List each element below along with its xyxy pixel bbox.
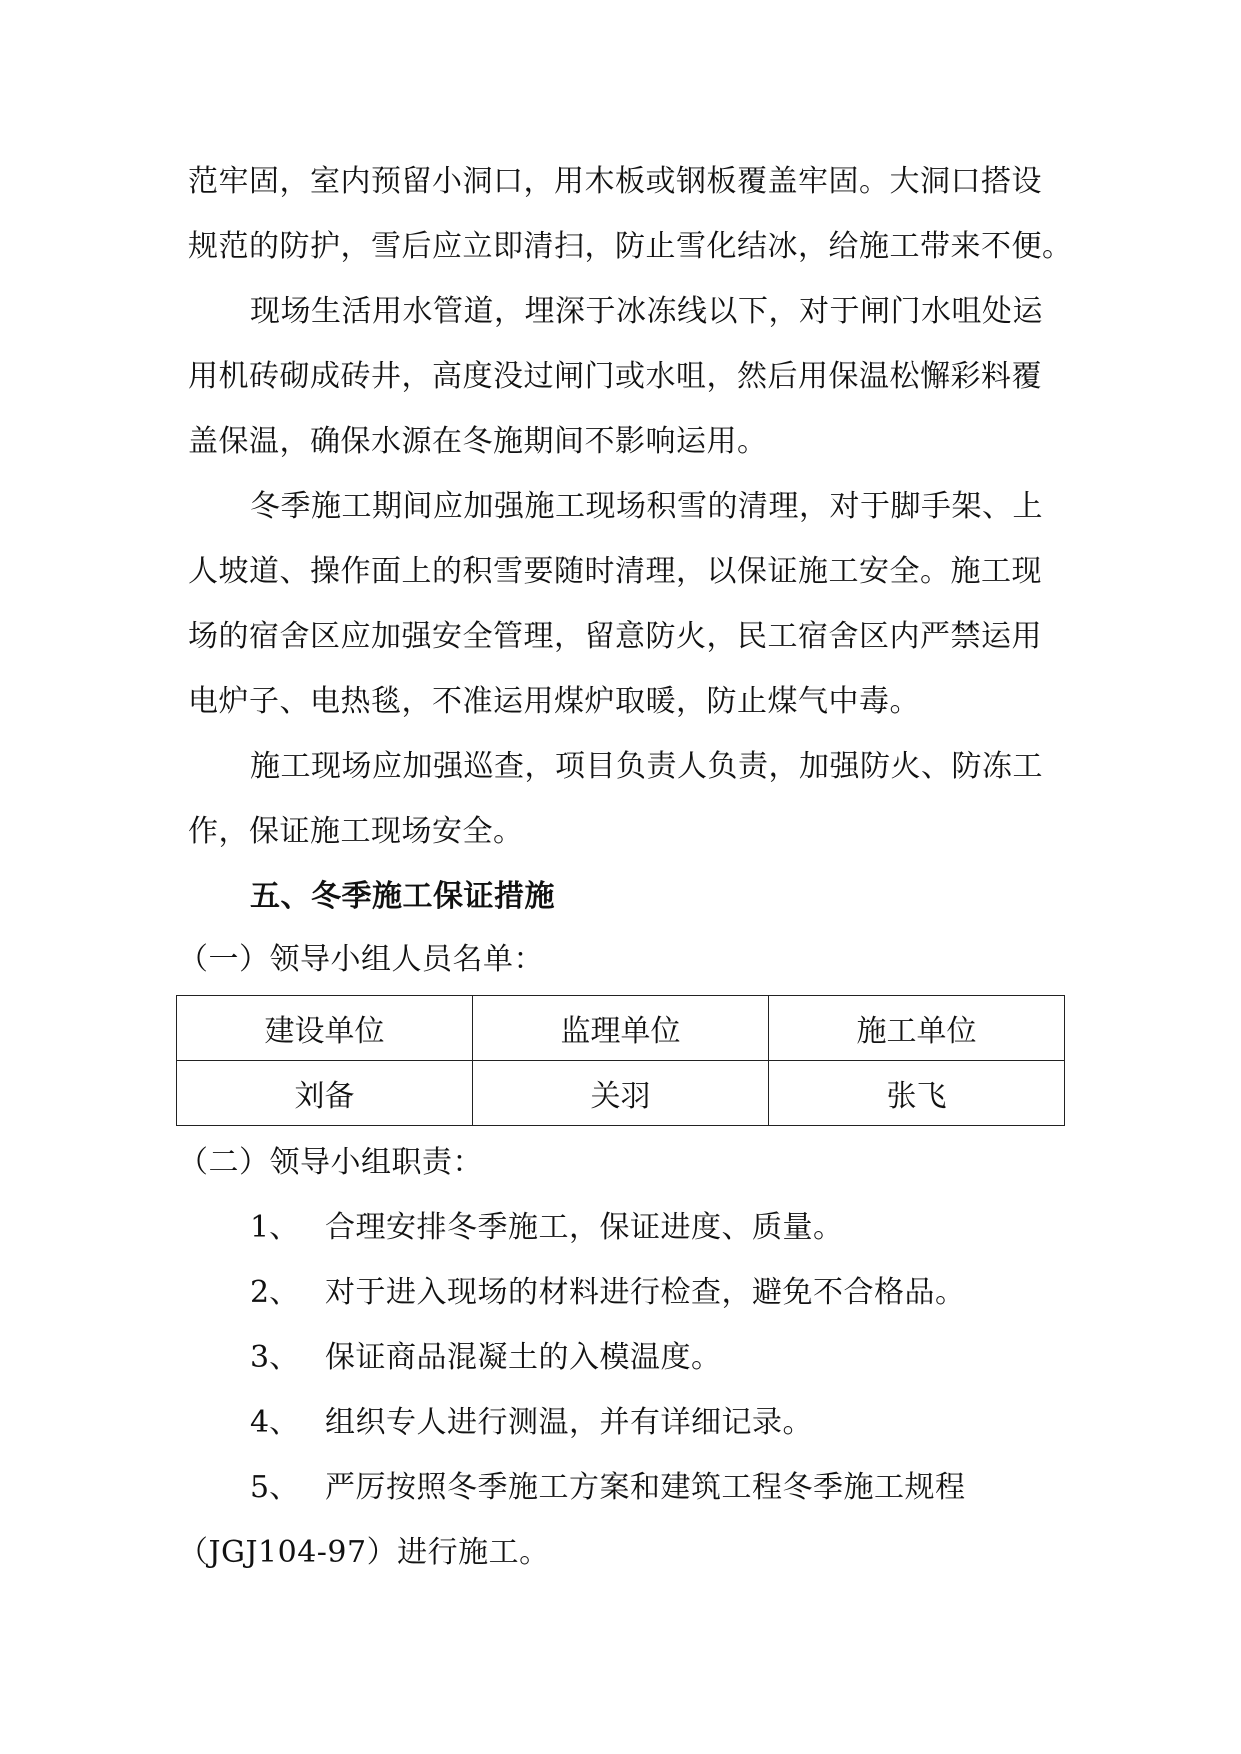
paragraph-line: 冬季施工期间应加强施工现场积雪的清理，对于脚手架、上	[250, 489, 1043, 524]
list-item-number: 3、	[250, 1340, 300, 1375]
list-item-continuation: （JGJ104-97）进行施工。	[178, 1535, 550, 1570]
list-item-number: 5、	[250, 1470, 300, 1505]
list-item: 合理安排冬季施工，保证进度、质量。	[325, 1210, 844, 1245]
paragraph-line: 规范的防护，雪后应立即清扫，防止雪化结冰，给施工带来不便。	[188, 229, 1073, 264]
paragraph-line: 人坡道、操作面上的积雪要随时清理，以保证施工安全。施工现	[188, 554, 1042, 589]
paragraph-line: 作，保证施工现场安全。	[188, 814, 524, 849]
table-cell: 关羽	[473, 1061, 769, 1126]
table-header-row	[177, 996, 1065, 1061]
list-item: 组织专人进行测温，并有详细记录。	[325, 1405, 813, 1440]
paragraph-line: 用机砖砌成砖井，高度没过闸门或水咀，然后用保温松懈彩料覆	[188, 359, 1042, 394]
table-cell: 张飞	[769, 1061, 1065, 1126]
table-header-cell: 施工单位	[769, 996, 1065, 1061]
paragraph-line: 盖保温，确保水源在冬施期间不影响运用。	[188, 424, 768, 459]
table-cell: 刘备	[177, 1061, 473, 1126]
paragraph-line: 场的宿舍区应加强安全管理，留意防火，民工宿舍区内严禁运用	[188, 619, 1042, 654]
list-item-number: 4、	[250, 1405, 300, 1440]
section-heading: 五、冬季施工保证措施	[250, 879, 555, 914]
leaders-table	[176, 995, 1065, 1126]
list-item: 保证商品混凝土的入模温度。	[325, 1340, 722, 1375]
paragraph-line: 现场生活用水管道，埋深于冰冻线以下，对于闸门水咀处运	[250, 294, 1043, 329]
list-item-number: 1、	[250, 1210, 300, 1245]
paragraph-line: 电炉子、电热毯，不准运用煤炉取暖，防止煤气中毒。	[188, 684, 920, 719]
list-item-number: 2、	[250, 1275, 300, 1310]
paragraph-line: 范牢固，室内预留小洞口，用木板或钢板覆盖牢固。大洞口搭设	[188, 164, 1042, 199]
table-header-cell: 建设单位	[177, 996, 473, 1061]
table-header-cell: 监理单位	[473, 996, 769, 1061]
paragraph-line: 施工现场应加强巡查，项目负责人负责，加强防火、防冻工	[250, 749, 1043, 784]
list-item: 严厉按照冬季施工方案和建筑工程冬季施工规程	[325, 1470, 966, 1505]
subsection-title: （一）领导小组人员名单：	[178, 942, 544, 977]
subsection-title: （二）领导小组职责：	[178, 1145, 483, 1180]
table-row	[177, 1061, 1065, 1126]
list-item: 对于进入现场的材料进行检查，避免不合格品。	[325, 1275, 966, 1310]
